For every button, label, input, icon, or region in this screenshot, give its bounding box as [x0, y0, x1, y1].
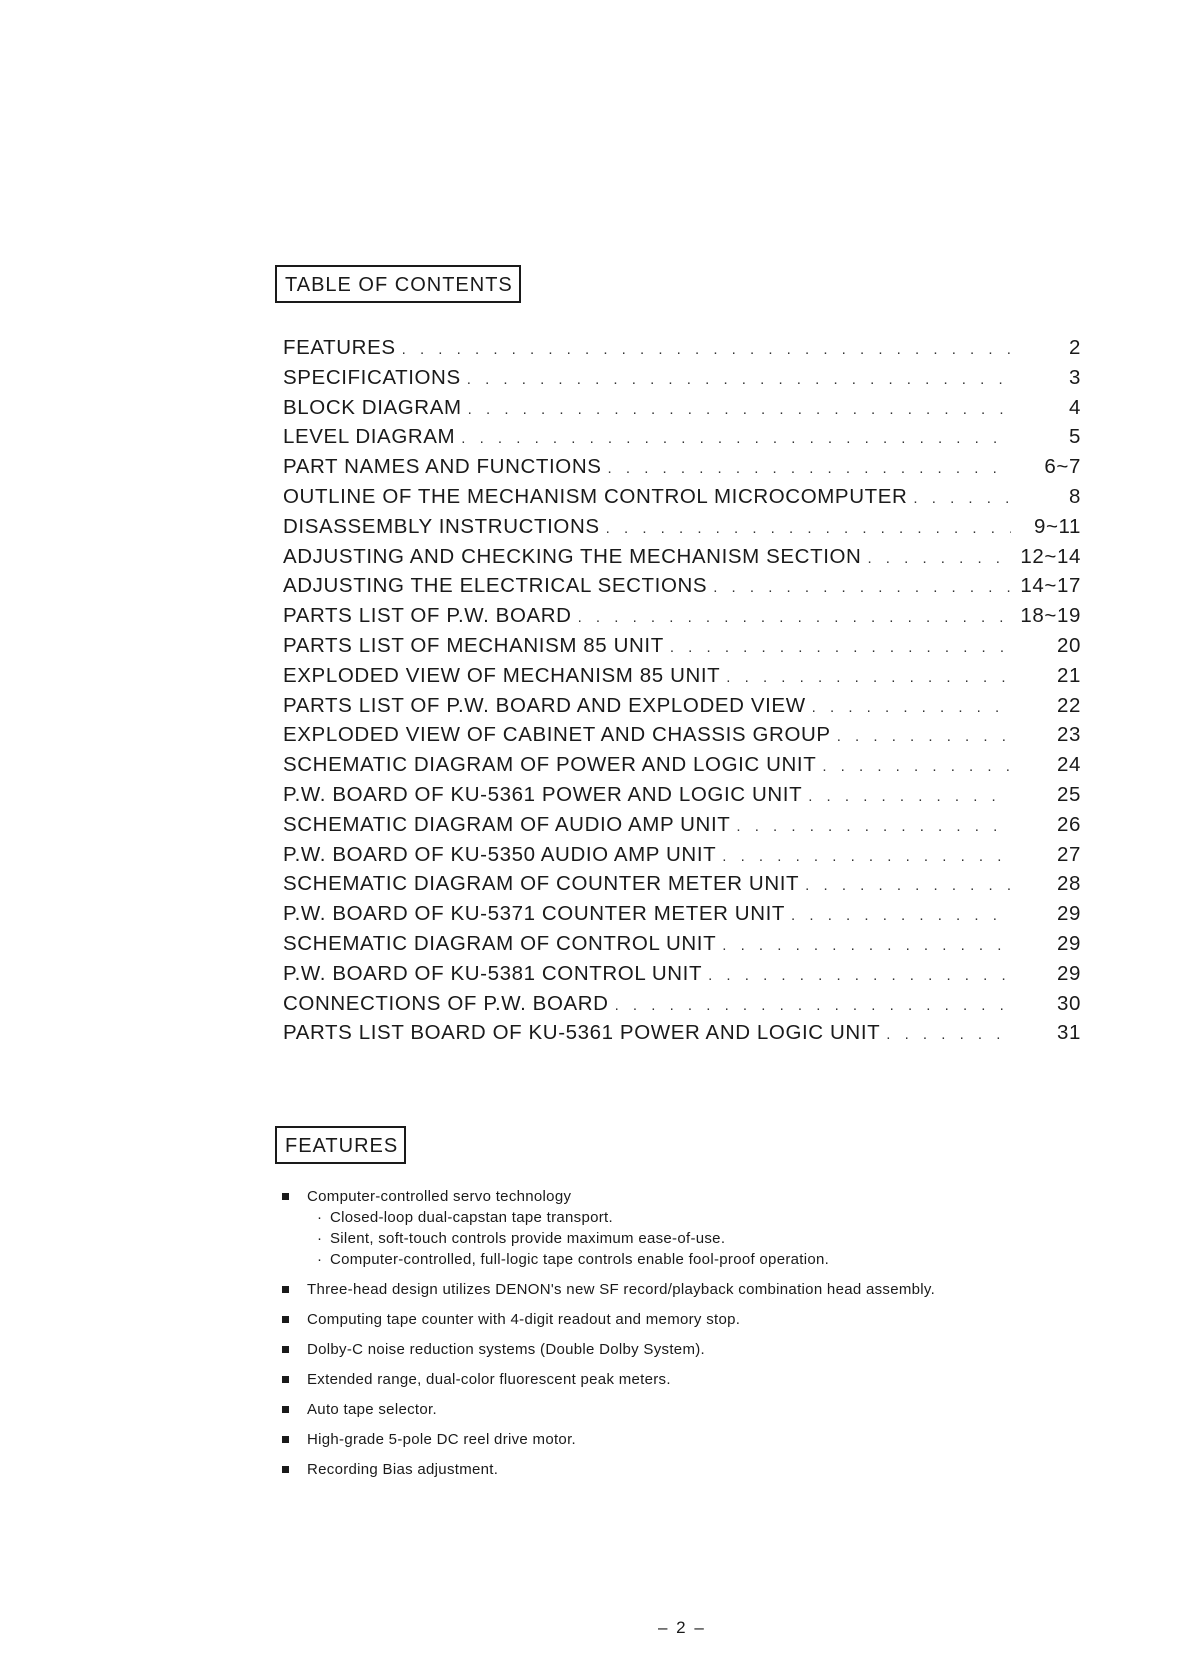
toc-entry: [283, 366, 1081, 396]
toc-entry: [283, 753, 1081, 783]
toc-entry: [283, 425, 1081, 455]
toc-leader-dots: [670, 639, 1011, 656]
feature-item: [280, 1371, 1080, 1388]
toc-entry-title: P.W. BOARD OF KU-5381 CONTROL UNIT: [283, 961, 703, 985]
toc-entry: [283, 336, 1081, 366]
toc-entry: [283, 813, 1081, 843]
feature-sub-text: Silent, soft-touch controls provide maximum ease-of-use.: [330, 1230, 726, 1247]
toc-entry-title: FEATURES: [283, 336, 396, 359]
dot-bullet-icon: ·: [317, 1209, 323, 1226]
toc-entry-page: 2: [1068, 336, 1081, 359]
toc-leader-dots: [805, 877, 1011, 894]
toc-entry-page: 28: [1056, 872, 1081, 896]
toc-entry-page: 12~14: [1020, 544, 1081, 568]
toc-leader-dots: [722, 848, 1011, 865]
feature-text: High-grade 5-pole DC reel drive motor.: [307, 1431, 577, 1448]
toc-entry: [283, 634, 1081, 664]
toc-leader-dots: [886, 1026, 1011, 1043]
feature-item: [280, 1341, 1080, 1358]
toc-leader-dots: [726, 669, 1011, 686]
toc-entry: [283, 843, 1081, 873]
toc-leader-dots: [708, 967, 1011, 984]
square-bullet-icon: [282, 1193, 289, 1200]
toc-entry: [283, 1021, 1081, 1051]
toc-leader-dots: [461, 430, 1011, 447]
toc-entry-page: 4: [1068, 395, 1081, 419]
feature-sub-list: [317, 1209, 1080, 1268]
toc-entry-page: 22: [1056, 693, 1081, 717]
toc-entry: [283, 485, 1081, 515]
feature-item: [280, 1401, 1080, 1418]
toc-leader-dots: [822, 758, 1011, 775]
toc-entry: [283, 723, 1081, 753]
feature-item: [280, 1281, 1080, 1298]
toc-leader-dots: [467, 371, 1011, 388]
feature-item: [280, 1461, 1080, 1478]
feature-sub-item: [317, 1230, 1080, 1247]
toc-leader-dots: [713, 579, 1011, 596]
toc-entry-title: PARTS LIST OF MECHANISM 85 UNIT: [283, 633, 664, 657]
toc-entry: [283, 992, 1081, 1022]
feature-sub-text: Closed-loop dual-capstan tape transport.: [330, 1209, 613, 1226]
toc-entry-page: 27: [1056, 842, 1081, 866]
toc-entry-page: 23: [1056, 723, 1081, 747]
toc-entry: [283, 872, 1081, 902]
toc-leader-dots: [578, 609, 1011, 626]
toc-heading: TABLE OF CONTENTS: [275, 265, 521, 303]
toc-entry-title: DISASSEMBLY INSTRUCTIONS: [283, 514, 600, 538]
toc-leader-dots: [402, 341, 1011, 358]
feature-item: [280, 1431, 1080, 1448]
toc-entry-title: BLOCK DIAGRAM: [283, 395, 462, 419]
toc-entry-title: PART NAMES AND FUNCTIONS: [283, 455, 602, 479]
toc-leader-dots: [812, 699, 1011, 716]
toc-entry-title: P.W. BOARD OF KU-5371 COUNTER METER UNIT: [283, 902, 786, 926]
toc-entry: [283, 962, 1081, 992]
square-bullet-icon: [282, 1436, 289, 1443]
toc-entry-title: PARTS LIST BOARD OF KU-5361 POWER AND LOGIC UNIT: [283, 1021, 881, 1045]
toc-entry-title: SPECIFICATIONS: [283, 365, 461, 389]
toc-entry-title: SCHEMATIC DIAGRAM OF CONTROL UNIT: [283, 931, 717, 955]
toc-entry-page: 9~11: [1033, 514, 1081, 538]
toc-entry-title: P.W. BOARD OF KU-5361 POWER AND LOGIC UNIT: [283, 782, 803, 806]
toc-entry-title: P.W. BOARD OF KU-5350 AUDIO AMP UNIT: [283, 842, 717, 866]
toc-entry: [283, 783, 1081, 813]
feature-item: [280, 1188, 1080, 1268]
toc-entry-title: SCHEMATIC DIAGRAM OF COUNTER METER UNIT: [283, 872, 800, 896]
feature-sub-item: [317, 1209, 1080, 1226]
feature-text: Recording Bias adjustment.: [307, 1461, 499, 1478]
square-bullet-icon: [282, 1376, 289, 1383]
square-bullet-icon: [282, 1286, 289, 1293]
toc-entry-page: 18~19: [1020, 604, 1081, 628]
toc-entry: [283, 574, 1081, 604]
toc-leader-dots: [837, 728, 1011, 745]
dot-bullet-icon: ·: [317, 1251, 323, 1268]
toc-entry-title: EXPLODED VIEW OF MECHANISM 85 UNIT: [283, 663, 721, 687]
toc-entry-page: 25: [1056, 782, 1081, 806]
toc-entry: [283, 396, 1081, 426]
toc-entry-page: 3: [1068, 365, 1081, 389]
toc-entry-page: 5: [1068, 425, 1081, 449]
toc-entry-page: 26: [1056, 812, 1081, 836]
toc-leader-dots: [606, 520, 1011, 537]
toc-entry-title: SCHEMATIC DIAGRAM OF POWER AND LOGIC UNIT: [283, 753, 817, 777]
square-bullet-icon: [282, 1316, 289, 1323]
toc-entry-title: ADJUSTING AND CHECKING THE MECHANISM SECTION: [283, 544, 862, 568]
toc-leader-dots: [791, 907, 1011, 924]
toc-entry-title: CONNECTIONS OF P.W. BOARD: [283, 991, 609, 1015]
toc-entry-page: 21: [1056, 663, 1081, 687]
toc-list: [283, 336, 1081, 1051]
feature-item: [280, 1311, 1080, 1328]
feature-sub-item: [317, 1251, 1080, 1268]
toc-entry: [283, 664, 1081, 694]
feature-sub-text: Computer-controlled, full-logic tape controls enable fool-proof operation.: [330, 1251, 830, 1268]
toc-entry: [283, 455, 1081, 485]
toc-entry-title: PARTS LIST OF P.W. BOARD: [283, 604, 572, 628]
toc-entry-page: 6~7: [1044, 455, 1081, 479]
feature-text: Auto tape selector.: [307, 1401, 437, 1418]
toc-leader-dots: [722, 937, 1011, 954]
toc-leader-dots: [468, 401, 1011, 418]
toc-entry-page: 29: [1056, 961, 1081, 985]
features-heading: FEATURES: [275, 1126, 406, 1164]
toc-entry-title: LEVEL DIAGRAM: [283, 425, 456, 449]
square-bullet-icon: [282, 1346, 289, 1353]
toc-entry-title: PARTS LIST OF P.W. BOARD AND EXPLODED VIEW: [283, 693, 806, 717]
toc-entry-page: 31: [1056, 1021, 1081, 1045]
toc-entry-page: 30: [1056, 991, 1081, 1015]
feature-text: Computing tape counter with 4-digit readout and memory stop.: [307, 1311, 741, 1328]
dot-bullet-icon: ·: [317, 1230, 323, 1247]
toc-entry: [283, 545, 1081, 575]
toc-leader-dots: [913, 490, 1011, 507]
square-bullet-icon: [282, 1406, 289, 1413]
toc-entry-page: 14~17: [1020, 574, 1081, 598]
square-bullet-icon: [282, 1466, 289, 1473]
toc-leader-dots: [736, 818, 1011, 835]
features-list: [280, 1188, 1080, 1491]
toc-leader-dots: [608, 460, 1011, 477]
toc-entry-page: 29: [1056, 902, 1081, 926]
toc-entry: [283, 932, 1081, 962]
toc-entry: [283, 604, 1081, 634]
toc-entry-title: EXPLODED VIEW OF CABINET AND CHASSIS GROUP: [283, 723, 831, 747]
toc-leader-dots: [615, 997, 1011, 1014]
toc-entry: [283, 515, 1081, 545]
toc-entry: [283, 902, 1081, 932]
toc-entry-title: OUTLINE OF THE MECHANISM CONTROL MICROCOMPUTER: [283, 484, 908, 508]
feature-text: Extended range, dual-color fluorescent peak meters.: [307, 1371, 671, 1388]
toc-entry-title: ADJUSTING THE ELECTRICAL SECTIONS: [283, 574, 708, 598]
feature-text: Three-head design utilizes DENON's new SF record/playback combination head assembly.: [307, 1281, 936, 1298]
toc-entry-page: 24: [1056, 753, 1081, 777]
toc-leader-dots: [808, 788, 1011, 805]
feature-text: Computer-controlled servo technology: [307, 1188, 572, 1205]
toc-entry: [283, 694, 1081, 724]
toc-entry-page: 29: [1056, 931, 1081, 955]
toc-leader-dots: [867, 550, 1011, 567]
toc-entry-title: SCHEMATIC DIAGRAM OF AUDIO AMP UNIT: [283, 812, 731, 836]
toc-entry-page: 8: [1068, 484, 1081, 508]
feature-text: Dolby-C noise reduction systems (Double Dolby System).: [307, 1341, 706, 1358]
toc-entry-page: 20: [1056, 633, 1081, 657]
page-number: – 2 –: [658, 1618, 706, 1637]
